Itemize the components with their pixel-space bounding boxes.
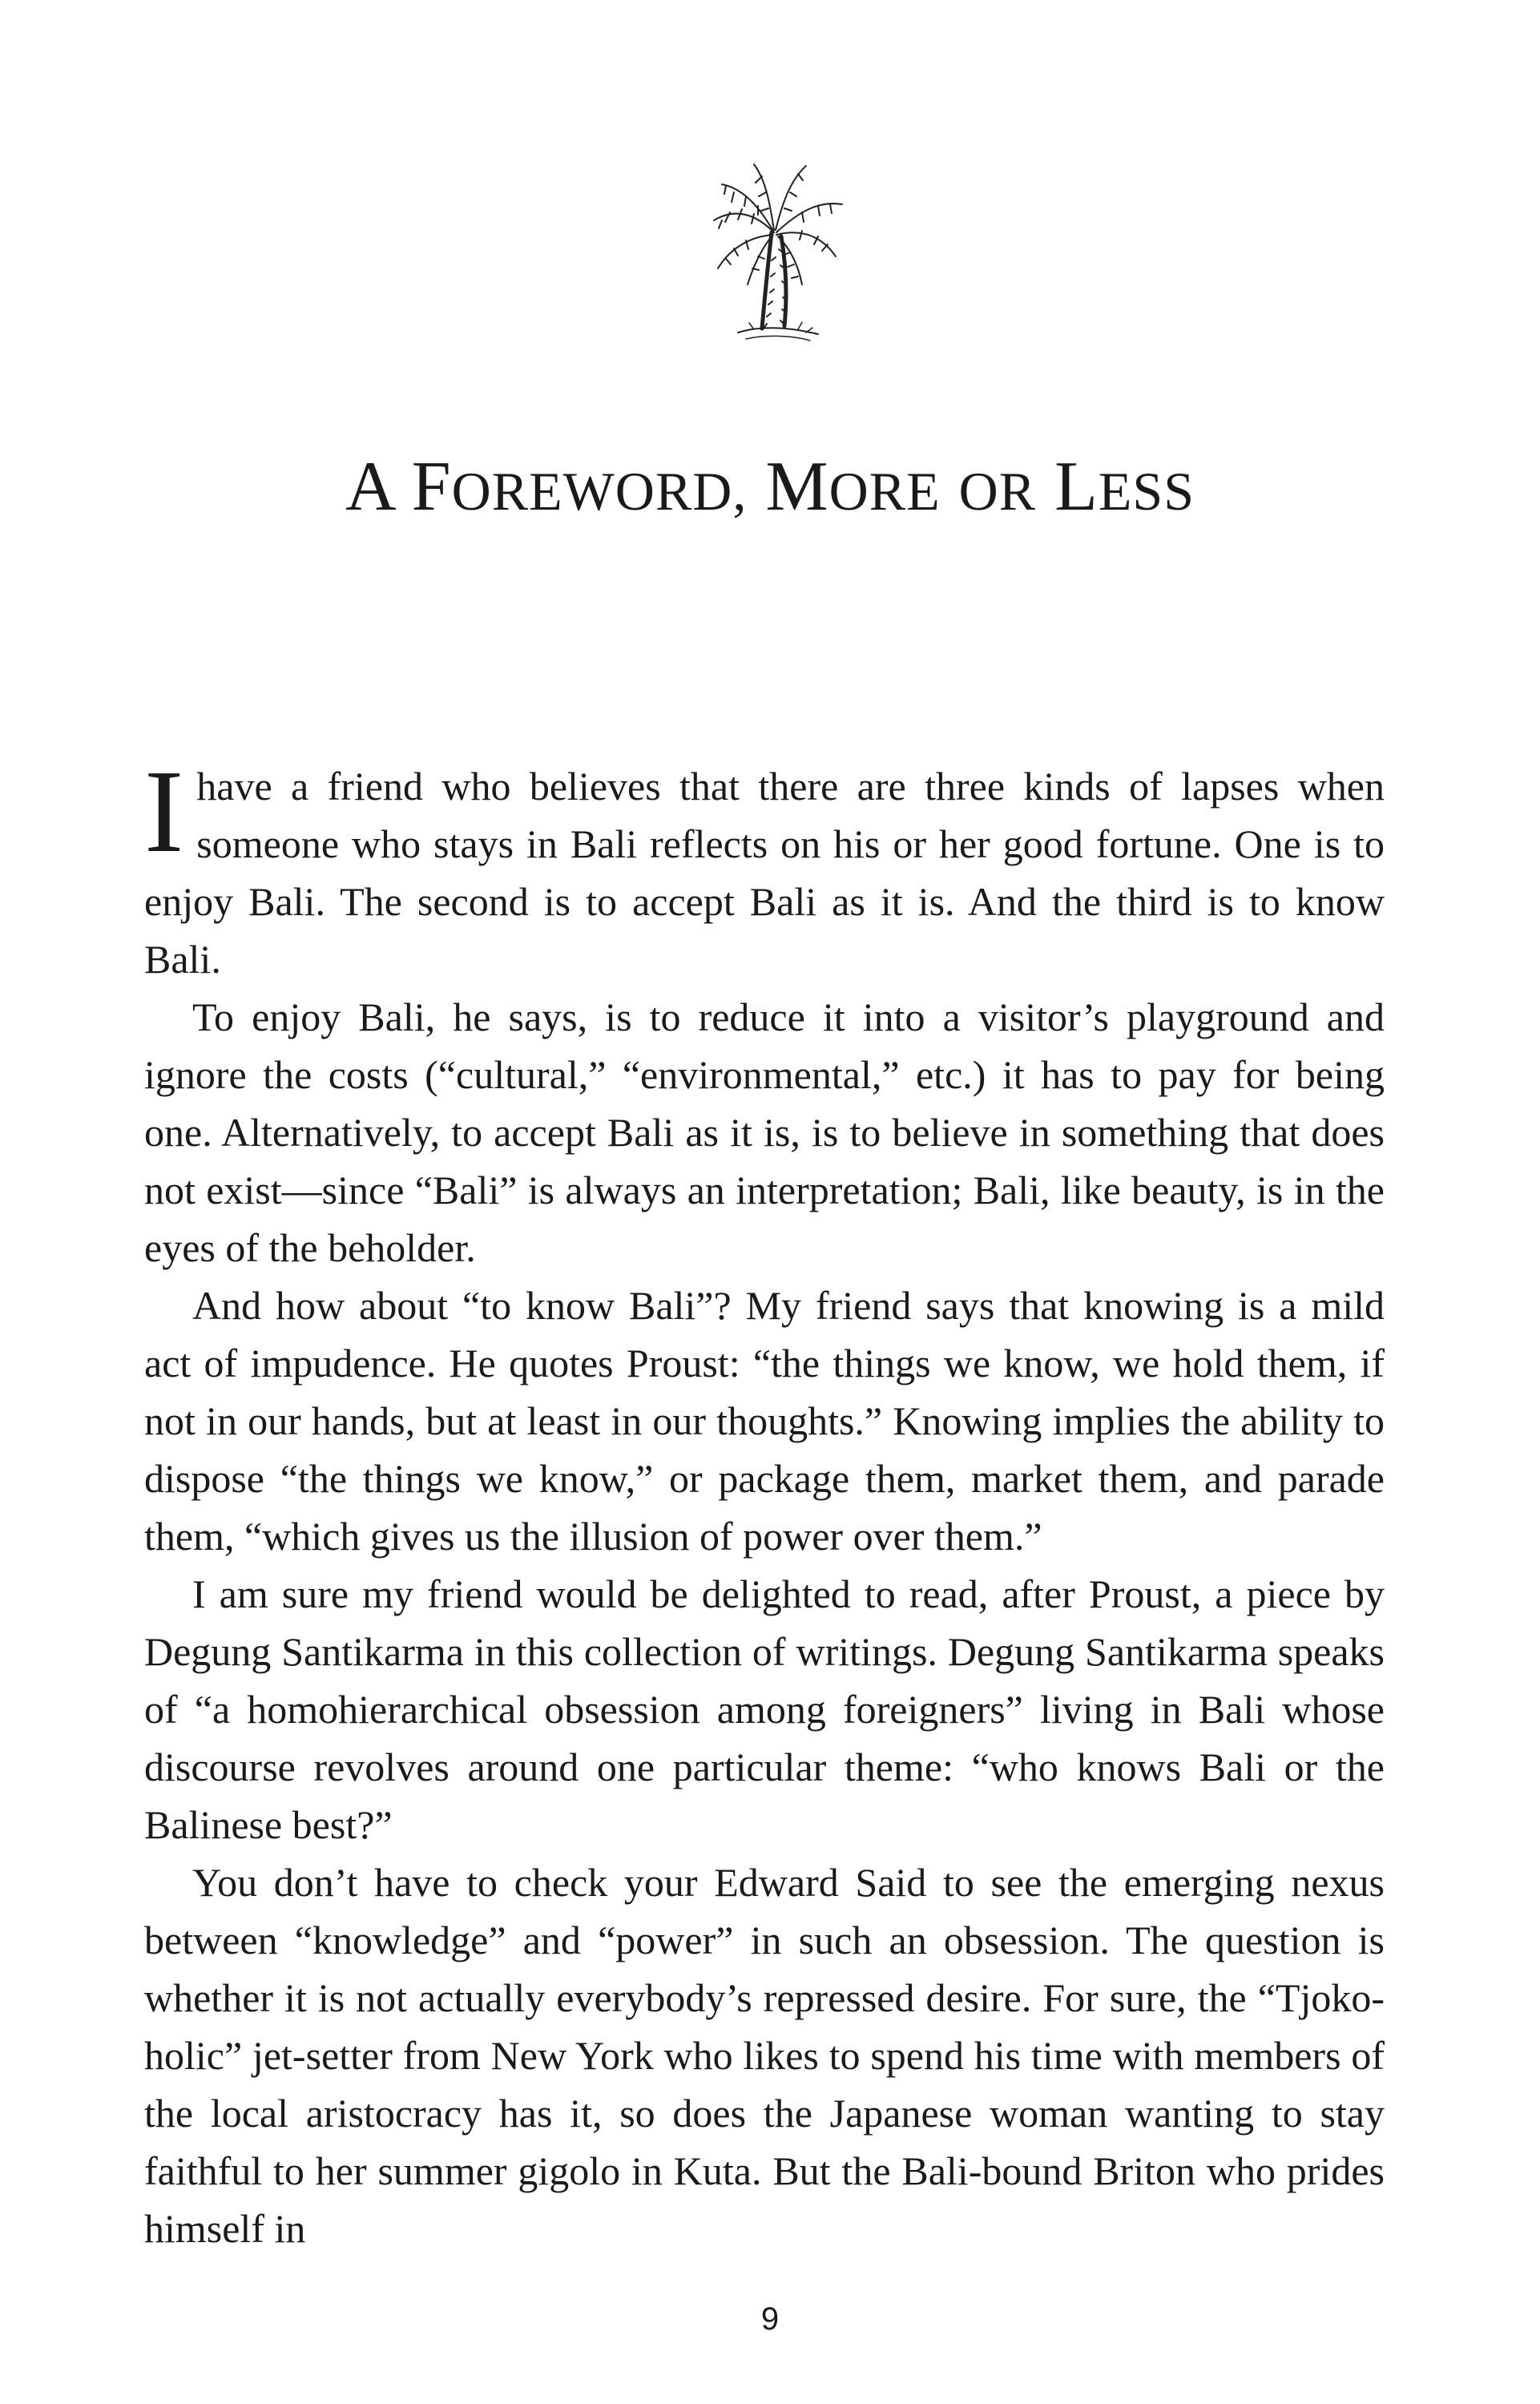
title-word-cap: L bbox=[1054, 448, 1099, 526]
title-word-cap: F bbox=[411, 448, 452, 526]
drop-cap: I bbox=[144, 746, 184, 877]
paragraph-2: To enjoy Bali, he says, is to reduce it into a visitor’s playground and ignore the costs (“cultural,” “environmental,” etc.) it has to pay for being one. Alternatively, to accept Bali as it is, is to believe in something that does not exist—since “Bali” is always an interpretation; Bali, like beauty, is in the eyes of the beholder. bbox=[144, 994, 1385, 1270]
title-word-rest: ESS bbox=[1098, 461, 1195, 522]
paragraph-4: I am sure my friend would be delighted to read, after Proust, a piece by Degung Santikarma in this collection of writings. Degung Santikarma speaks of “a homohierarchical obsession among foreigners” living in Bali whose discourse revolves around one particular theme: “who knows Bali or the Balinese best?” bbox=[144, 1571, 1385, 1847]
title-word-rest: ORE bbox=[828, 461, 941, 522]
title-word-rest: OREWORD, bbox=[451, 461, 748, 522]
title-word-cap: A bbox=[345, 448, 393, 526]
paragraph-text: have a friend who believes that there are three kinds of lapses when someone who stays in Bali reflects on his or her good fortune. One is to enjoy Bali. The second is to accept Bali as it is. And the third is to know Bali. bbox=[144, 764, 1385, 982]
body-text bbox=[144, 746, 1385, 2257]
paragraph-5: You don’t have to check your Edward Said to see the emerging nexus between “knowledge” and “power” in such an obsession. The question is whether it is not actually everybody’s repressed desire. For sure, the “Tjoko-holic” jet-setter from New York who likes to spend his time with members of the local aristocracy has it, so does the Japanese woman wanting to stay faithful to her summer gigolo in Kuta. But the Bali-bound Briton who prides himself in bbox=[144, 1860, 1385, 2251]
paragraph-1 bbox=[144, 746, 1385, 988]
page-number: 9 bbox=[760, 2301, 780, 2337]
title-word-rest: OR bbox=[958, 461, 1037, 522]
chapter-title bbox=[0, 445, 1540, 530]
paragraph-3: And how about “to know Bali”? My friend says that knowing is a mild act of impudence. He quotes Proust: “the things we know, we hold them, if not in our hands, but at least in our thoughts.” Knowing implies the ability to dispose “the things we know,” or package them, market them, and parade them, “which gives us the illusion of power over them.” bbox=[144, 1283, 1385, 1559]
palm-tree-icon bbox=[698, 156, 850, 349]
title-word-cap: M bbox=[765, 448, 829, 526]
